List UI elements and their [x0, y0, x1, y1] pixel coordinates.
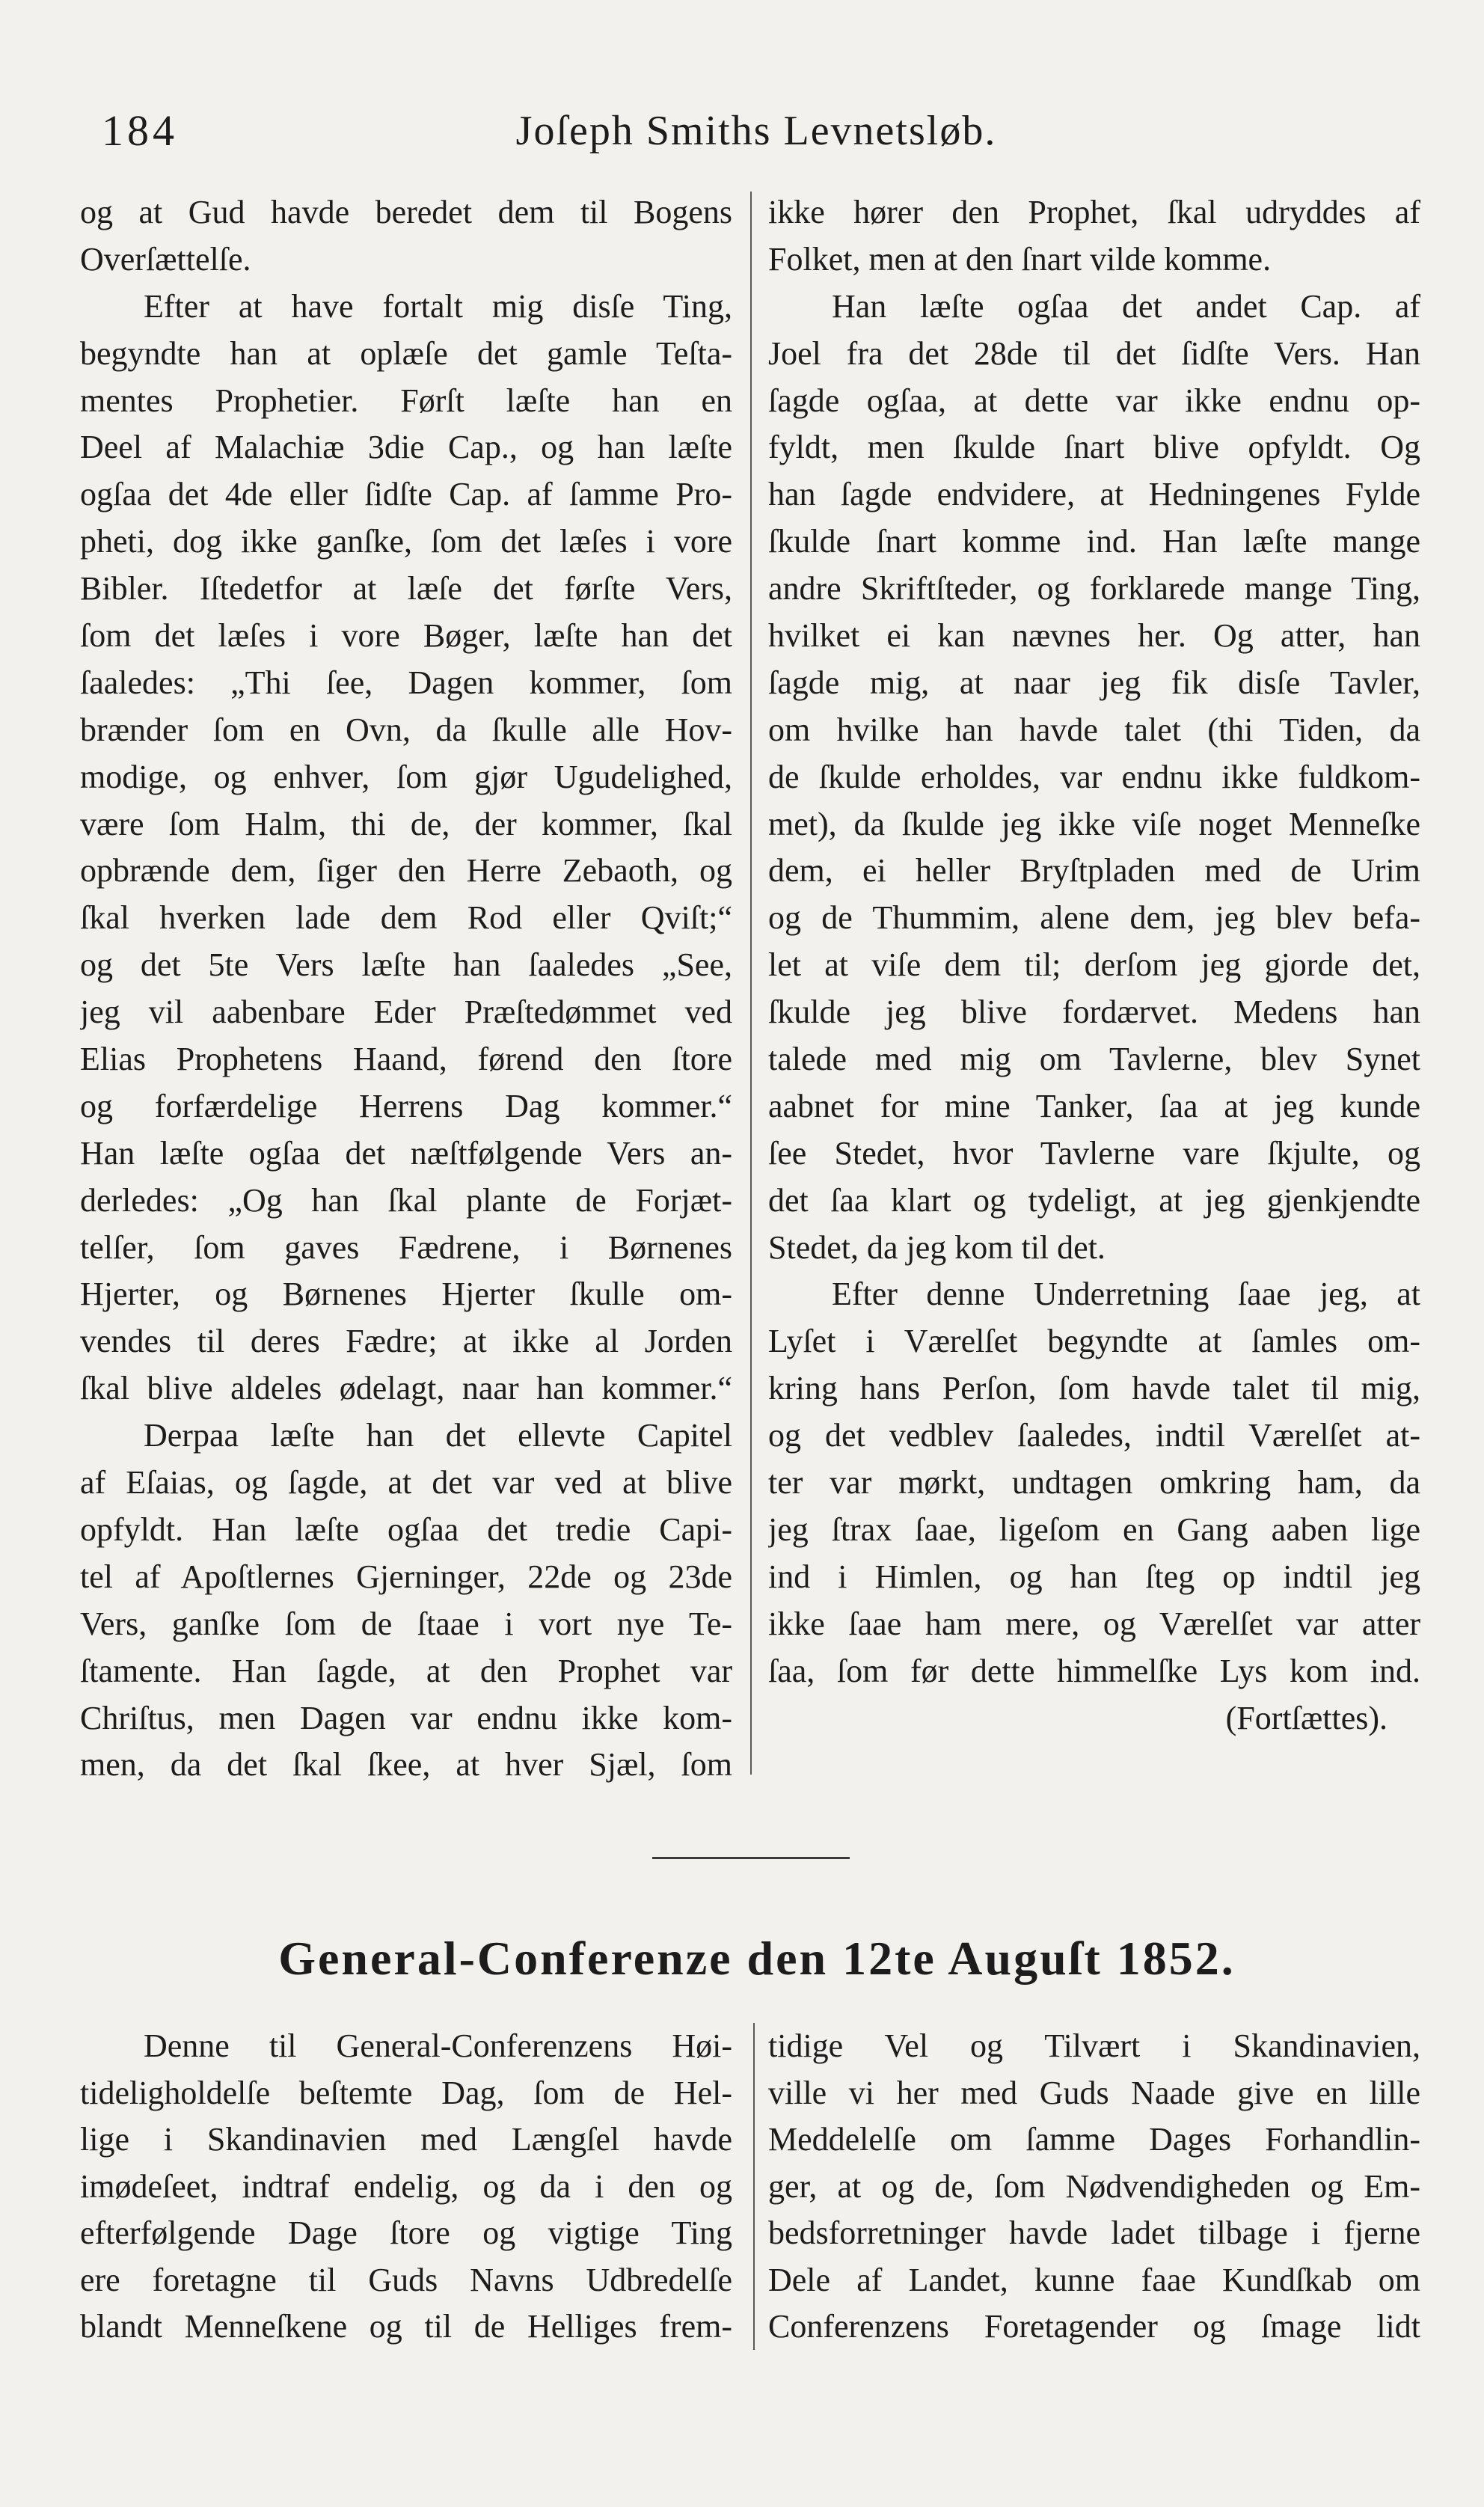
text-line: let at viſe dem til; derſom jeg gjorde det,: [768, 946, 1420, 984]
text-line: opfyldt. Han læſte ogſaa det tredie Capi-: [80, 1510, 732, 1548]
text-line: opbrænde dem, ſiger den Herre Zebaoth, og: [80, 852, 732, 890]
text-line: og at Gud havde beredet dem til Bogens: [80, 194, 732, 230]
text-line: ſom det læſes i vore Bøger, læſte han det: [80, 617, 732, 655]
text-line: fyldt, men ſkulde ſnart blive opfyldt. Og: [768, 429, 1420, 466]
right-column: [768, 189, 1420, 1742]
text-line: ſkal blive aldeles ødelagt, naar han kommer.“: [80, 1370, 732, 1407]
text-line: og det 5te Vers læſte han ſaaledes „See,: [80, 946, 732, 984]
text-line: Stedet, da jeg kom til det.: [768, 1228, 1106, 1266]
text-line: ſaa, ſom før dette himmelſke Lys kom ind.: [768, 1652, 1420, 1689]
text-line: Chriſtus, men Dagen var endnu ikke kom-: [80, 1699, 732, 1736]
text-line: Dele af Landet, kunne faae Kundſkab om: [768, 2261, 1420, 2298]
text-line: Efter denne Underretning ſaae jeg, at: [832, 1276, 1420, 1313]
text-line: Overſættelſe.: [80, 240, 251, 278]
text-line: ſee Stedet, hvor Tavlerne vare ſkjulte, og: [768, 1134, 1420, 1172]
text-line: aabnet for mine Tanker, ſaa at jeg kunde: [768, 1087, 1420, 1124]
text-line: ville vi her med Guds Naade give en lille: [768, 2074, 1420, 2111]
text-line: hvilket ei kan nævnes her. Og atter, han: [768, 617, 1420, 655]
text-line: pheti, dog ikke ganſke, ſom det læſes i vore: [80, 523, 732, 560]
text-line: blandt Menneſkene og til de Helliges frem-: [80, 2308, 732, 2345]
text-line: ind i Himlen, og han ſteg op indtil jeg: [768, 1558, 1420, 1595]
text-line: ere foretagne til Guds Navns Udbredelſe: [80, 2261, 732, 2298]
text-line: telſer, ſom gaves Fædrene, i Børnenes: [80, 1228, 732, 1266]
text-line: Vers, ganſke ſom de ſtaae i vort nye Te-: [80, 1605, 732, 1642]
right-column: [768, 2023, 1420, 2351]
text-line: dem, ei heller Bryſtpladen med de Urim: [768, 852, 1420, 890]
text-line: jeg ſtrax ſaae, ligeſom en Gang aaben lige: [768, 1510, 1420, 1548]
text-line: Elias Prophetens Haand, førend den ſtore: [80, 1041, 732, 1078]
left-column: [80, 2023, 732, 2351]
text-line: jeg vil aabenbare Eder Præſtedømmet ved: [80, 994, 732, 1031]
text-line: Meddelelſe om ſamme Dages Forhandlin-: [768, 2121, 1420, 2158]
running-title: Joſeph Smiths Levnetsløb.: [515, 108, 997, 154]
section-rule: [652, 1857, 850, 1859]
text-line: imødeſeet, indtraf endelig, og da i den og: [80, 2167, 732, 2205]
text-line: Efter at have fortalt mig disſe Ting,: [144, 287, 732, 325]
section-title: General-Conferenze den 12te Auguſt 1852.: [278, 1932, 1236, 1985]
text-line: Han læſte ogſaa det andet Cap. af: [832, 287, 1420, 325]
text-line: ſagde ogſaa, at dette var ikke endnu op-: [768, 382, 1420, 419]
text-line: Folket, men at den ſnart vilde komme.: [768, 240, 1272, 278]
text-line: Han læſte ogſaa det næſtfølgende Vers an-: [80, 1134, 732, 1172]
text-line: ter var mørkt, undtagen omkring ham, da: [768, 1464, 1420, 1502]
page-number: 184: [102, 106, 178, 155]
text-line: tideligholdelſe beſtemte Dag, ſom de Hel-: [80, 2074, 732, 2111]
text-line: modige, og enhver, ſom gjør Ugudelighed,: [80, 758, 732, 795]
text-line: tel af Apoſtlernes Gjerninger, 22de og 23de: [80, 1558, 732, 1595]
text-line: ſtamente. Han ſagde, at den Prophet var: [80, 1652, 732, 1689]
column-divider: [750, 192, 752, 1775]
text-line: begyndte han at oplæſe det gamle Teſta-: [80, 334, 732, 372]
text-line: Derpaa læſte han det ellevte Capitel: [144, 1417, 732, 1454]
text-line: og de Thummim, alene dem, jeg blev befa-: [768, 899, 1420, 937]
text-line: vendes til deres Fædre; at ikke al Jorden: [80, 1323, 732, 1360]
text-line: og forfærdelige Herrens Dag kommer.“: [80, 1087, 732, 1124]
text-line: efterfølgende Dage ſtore og vigtige Ting: [80, 2214, 732, 2251]
text-line: mentes Prophetier. Førſt læſte han en: [80, 382, 732, 419]
text-line: met), da ſkulde jeg ikke viſe noget Menneſke: [768, 805, 1420, 842]
text-line: han ſagde endvidere, at Hedningenes Fylde: [768, 476, 1420, 513]
text-line: være ſom Halm, thi de, der kommer, ſkal: [80, 805, 732, 842]
text-line: ſagde mig, at naar jeg fik disſe Tavler,: [768, 664, 1420, 701]
text-line: ger, at og de, ſom Nødvendigheden og Em-: [768, 2167, 1420, 2205]
text-line: tidige Vel og Tilvært i Skandinavien,: [768, 2027, 1420, 2064]
text-line: Denne til General-Conferenzens Høi-: [144, 2027, 732, 2064]
text-line: det ſaa klart og tydeligt, at jeg gjenkjendte: [768, 1181, 1420, 1219]
text-line: Joel fra det 28de til det ſidſte Vers. Han: [768, 334, 1420, 372]
text-line: bedsforretninger havde ladet tilbage i fjerne: [768, 2214, 1420, 2251]
text-line: men, da det ſkal ſkee, at hver Sjæl, ſom: [80, 1746, 732, 1784]
text-line: talede med mig om Tavlerne, blev Synet: [768, 1041, 1420, 1078]
text-line: Deel af Malachiæ 3die Cap., og han læſte: [80, 429, 732, 466]
text-line: om hvilke han havde talet (thi Tiden, da: [768, 711, 1420, 748]
text-line: ikke hører den Prophet, ſkal udryddes af: [768, 194, 1420, 230]
text-line: ſaaledes: „Thi ſee, Dagen kommer, ſom: [80, 664, 732, 701]
text-line: kring hans Perſon, ſom havde talet til mig,: [768, 1370, 1420, 1407]
text-line: andre Skriftſteder, og forklarede mange Ting,: [768, 570, 1420, 607]
text-line: ſkulde ſnart komme ind. Han læſte mange: [768, 523, 1420, 560]
text-line: Conferenzens Foretagender og ſmage lidt: [768, 2308, 1420, 2345]
text-line: Lyſet i Værelſet begyndte at ſamles om-: [768, 1323, 1420, 1360]
text-line: lige i Skandinavien med Længſel havde: [80, 2121, 732, 2158]
text-line: ſkulde jeg blive fordærvet. Medens han: [768, 994, 1420, 1031]
text-line: ogſaa det 4de eller ſidſte Cap. af ſamme Pro-: [80, 476, 732, 513]
text-line: ikke ſaae ham mere, og Værelſet var atter: [768, 1605, 1420, 1642]
text-line: Bibler. Iſtedetfor at læſe det førſte Vers,: [80, 570, 732, 607]
text-line: af Eſaias, og ſagde, at det var ved at blive: [80, 1464, 732, 1502]
text-line: ſkal hverken lade dem Rod eller Qviſt;“: [80, 899, 732, 937]
text-line: Hjerter, og Børnenes Hjerter ſkulle om-: [80, 1276, 732, 1313]
text-line: de ſkulde erholdes, var endnu ikke fuldkom-: [768, 758, 1420, 795]
left-column: [80, 189, 732, 1789]
text-line: brænder ſom en Ovn, da ſkulle alle Hov-: [80, 711, 732, 748]
continuation-note: (Fortſættes).: [1225, 1699, 1388, 1736]
text-line: og det vedblev ſaaledes, indtil Værelſet at-: [768, 1417, 1420, 1454]
column-divider: [753, 2023, 755, 2350]
text-line: derledes: „Og han ſkal plante de Forjæt-: [80, 1181, 732, 1219]
